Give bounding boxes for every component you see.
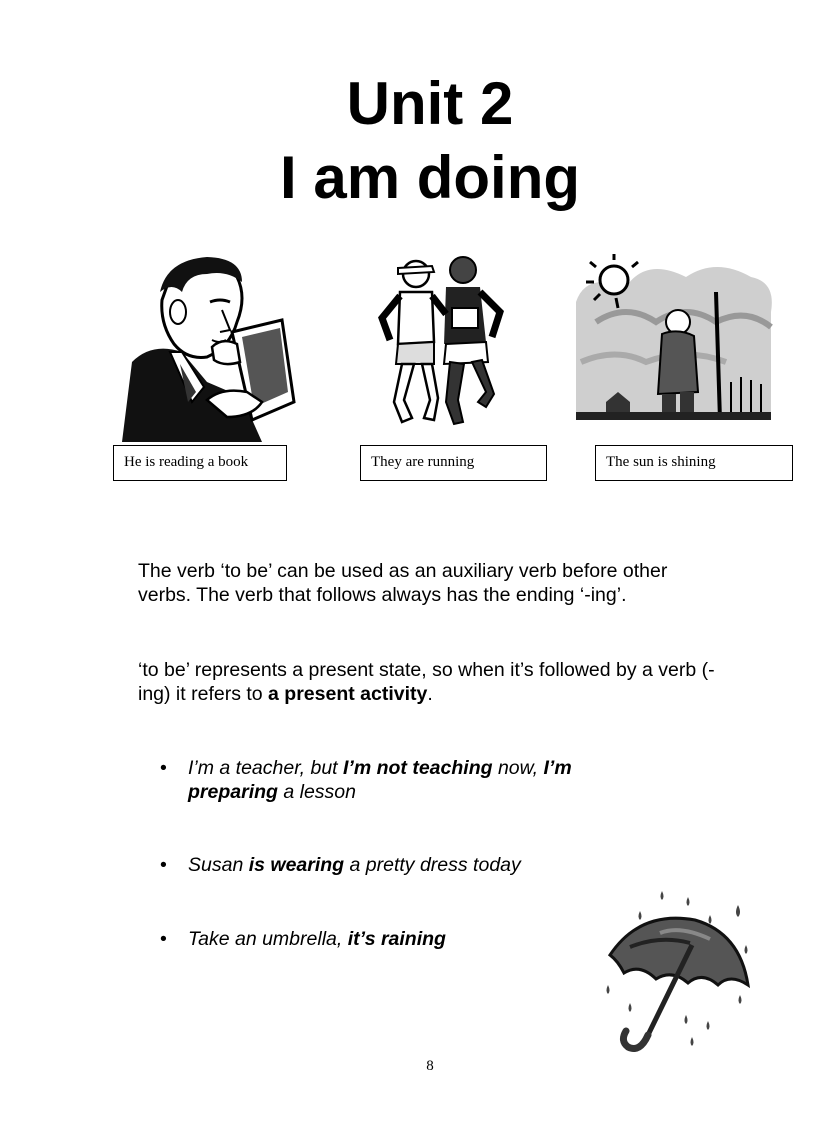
example-text — [188, 853, 648, 877]
example-emphasis: I’m preparing — [188, 757, 572, 803]
example-emphasis: is wearing — [248, 854, 345, 876]
sun-shining-farmer-icon — [566, 252, 778, 420]
example-emphasis: it’s raining — [347, 928, 446, 950]
runners-icon — [368, 252, 508, 432]
man-reading-book-icon — [112, 252, 296, 442]
page-number: 8 — [426, 1058, 434, 1074]
bullet-icon: • — [160, 928, 167, 950]
caption-shining: The sun is shining — [595, 445, 793, 481]
example-part: now, — [492, 757, 544, 779]
example-text — [188, 756, 648, 804]
present-state-end: . — [427, 683, 433, 705]
lesson-title: I am doing — [280, 144, 580, 211]
example-part: Susan — [188, 854, 249, 876]
unit-title: Unit 2 — [346, 70, 514, 137]
present-state-paragraph — [138, 658, 718, 706]
bullet-icon: • — [160, 757, 167, 779]
example-part: a lesson — [277, 781, 356, 803]
caption-reading: He is reading a book — [113, 445, 287, 481]
example-emphasis: I’m not teaching — [343, 757, 493, 779]
bullet-icon: • — [160, 854, 167, 876]
present-state-text: ‘to be’ represents a present state, so when it’s followed by a verb (-ing) it refers to — [138, 659, 715, 705]
present-activity-emphasis: a present activity — [268, 683, 428, 705]
example-part: a pretty dress today — [344, 854, 521, 876]
explanation-paragraph: The verb ‘to be’ can be used as an auxiliary verb before other verbs. The verb that follows always has the ending ‘-ing’. — [138, 560, 668, 606]
example-text — [188, 927, 648, 951]
umbrella-rain-icon — [600, 885, 755, 1057]
caption-running: They are running — [360, 445, 547, 481]
example-part: Take an umbrella, — [188, 928, 348, 950]
example-part: I’m a teacher, but — [188, 757, 344, 779]
